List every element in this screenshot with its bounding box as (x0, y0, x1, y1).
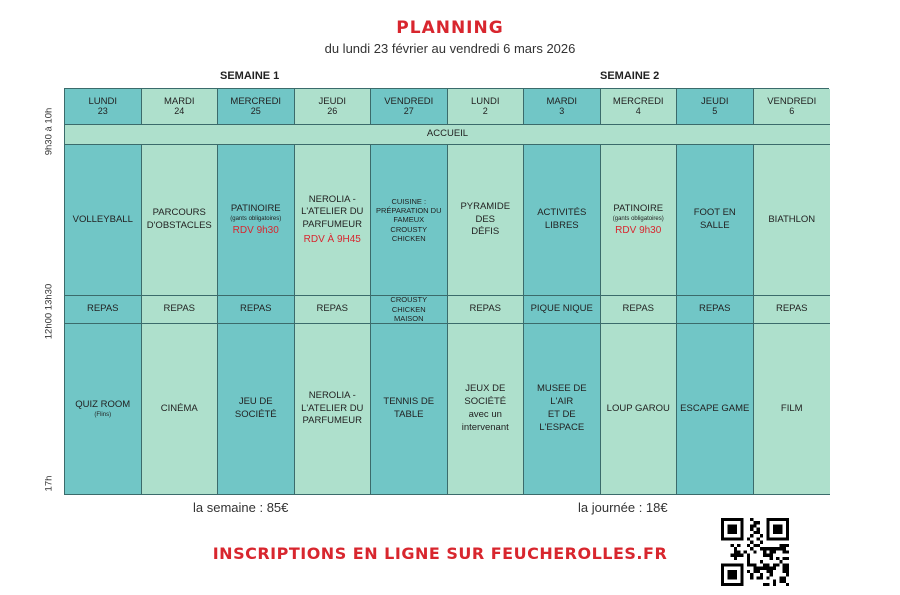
activity-text: CINÉMA (160, 402, 198, 414)
day-header (677, 89, 754, 125)
lunch-activity-cell (371, 296, 448, 324)
afternoon-activity-cell (371, 324, 448, 495)
activity-text: MUSEE DE L'AIR (536, 383, 587, 408)
activity-text: NEROLIA - (308, 193, 356, 205)
activity-note: (gants obligatoires) (612, 215, 664, 222)
activity-note: (gants obligatoires) (230, 215, 282, 222)
morning-activity-cell (65, 145, 142, 296)
activity-text: FILM (780, 402, 803, 414)
activity-text: TABLE (394, 409, 424, 420)
day-header (371, 89, 448, 125)
lunch-activity-cell (448, 296, 525, 324)
day-header (65, 89, 142, 125)
day-name: LUNDI (88, 95, 117, 107)
lunch-activity-cell (524, 296, 601, 324)
activity-text: PRÉPARATION DU (375, 205, 442, 215)
page-subtitle: du lundi 23 février au vendredi 6 mars 2026 (324, 41, 576, 56)
meeting-time: RDV À 9H45 (303, 233, 361, 245)
activity-text: PATINOIRE (613, 202, 664, 214)
accueil-row: ACCUEIL (65, 125, 830, 145)
day-name: JEUDI (318, 95, 346, 107)
activity-text: REPAS (163, 303, 195, 315)
activity-text: REPAS (239, 303, 272, 315)
day-header (601, 89, 678, 125)
afternoon-activity-cell (142, 324, 219, 495)
price-week: la semaine : 85€ (193, 500, 289, 515)
meeting-time: RDV 9h30 (232, 224, 279, 236)
activity-text: REPAS (622, 303, 654, 315)
time-label-lunch: 12h00 13h30 (43, 283, 55, 340)
afternoon-activity-cell (754, 324, 831, 495)
activity-text: L'ATELIER DU (301, 402, 364, 414)
price-day: la journée : 18€ (578, 500, 668, 515)
activity-text: PIQUE NIQUE (530, 303, 593, 315)
activity-text: LIBRES (544, 220, 579, 231)
day-header (524, 89, 601, 125)
qr-code-icon[interactable] (721, 518, 789, 586)
activity-text: QUIZ ROOM (75, 399, 131, 410)
day-number: 25 (250, 105, 261, 116)
morning-activity-cell (142, 145, 219, 296)
activity-text: CUISINE : (391, 196, 427, 206)
day-header (142, 89, 219, 125)
schedule-grid (64, 88, 829, 495)
lunch-activity-cell (677, 296, 754, 324)
morning-activity-cell (448, 145, 525, 296)
activity-text: JEU DE SOCIÉTÉ (234, 396, 277, 420)
day-number: 2 (482, 105, 488, 116)
lunch-activity-cell (601, 296, 678, 324)
activity-text: LOUP GAROU (606, 402, 670, 414)
afternoon-activity-cell (65, 324, 142, 495)
day-number: 27 (403, 105, 414, 116)
afternoon-activity-cell (295, 324, 372, 495)
activity-text: BIATHLON (768, 213, 816, 225)
activity-text: REPAS (316, 303, 348, 315)
lunch-activity-cell (295, 296, 372, 324)
afternoon-activity-cell (524, 324, 601, 495)
activity-text: DÉFIS (471, 226, 500, 238)
morning-activity-cell (677, 145, 754, 296)
activity-text: PARFUMEUR (302, 219, 362, 231)
activity-text: CHICKEN (391, 234, 426, 244)
activity-text: L'ATELIER DU (301, 206, 364, 218)
activity-text: MAISON (393, 314, 424, 324)
morning-activity-cell (295, 145, 372, 296)
activity-text: REPAS (469, 303, 501, 315)
afternoon-activity-cell (448, 324, 525, 495)
lunch-activity-cell (142, 296, 219, 324)
afternoon-activity-cell (218, 324, 295, 495)
day-header (754, 89, 831, 125)
day-name: MERCREDI (230, 95, 282, 107)
lunch-activity-cell (218, 296, 295, 324)
morning-activity-cell (524, 145, 601, 296)
activity-text: ESCAPE GAME (680, 402, 750, 414)
activity-text: VOLLEYBALL (72, 213, 133, 225)
morning-activity-cell (601, 145, 678, 296)
registration-banner: INSCRIPTIONS EN LIGNE SUR FEUCHEROLLES.FR (212, 544, 668, 563)
activity-text: REPAS (698, 303, 731, 315)
day-number: 23 (97, 105, 108, 116)
activity-text: REPAS (775, 303, 808, 315)
week-1-label: SEMAINE 1 (220, 70, 280, 82)
afternoon-activity-cell (601, 324, 678, 495)
activity-text: TENNIS DE (383, 396, 435, 408)
day-name: MARDI (546, 95, 578, 107)
activity-text: REPAS (86, 303, 119, 315)
activity-text: PATINOIRE (230, 202, 281, 214)
day-number: 24 (174, 105, 185, 116)
activity-text: D'OBSTACLES (146, 220, 212, 231)
activity-text: PARFUMEUR (302, 415, 362, 427)
morning-activity-cell (218, 145, 295, 296)
day-header (295, 89, 372, 125)
day-name: MARDI (163, 95, 195, 107)
morning-activity-cell (371, 145, 448, 296)
activity-text: PYRAMIDE DES (460, 200, 511, 225)
activity-text: ET DE L'ESPACE (539, 409, 585, 433)
afternoon-activity-cell (677, 324, 754, 495)
week-2-label: SEMAINE 2 (600, 70, 660, 82)
activity-text: NEROLIA - (308, 389, 356, 401)
day-header (218, 89, 295, 125)
lunch-activity-cell (754, 296, 831, 324)
morning-activity-cell (754, 145, 831, 296)
activity-text: avec un (468, 409, 502, 420)
day-header (448, 89, 525, 125)
day-name: VENDREDI (384, 95, 434, 107)
activity-text: ACTIVITÉS (537, 207, 587, 219)
meeting-time: RDV 9h30 (615, 224, 662, 236)
day-number: 4 (635, 105, 641, 116)
page-title: PLANNING (396, 18, 504, 38)
day-name: JEUDI (701, 95, 729, 107)
day-number: 26 (327, 105, 338, 116)
day-number: 6 (789, 105, 795, 116)
activity-text: FOOT EN SALLE (693, 207, 736, 231)
activity-note: (Flins) (94, 411, 112, 418)
day-name: VENDREDI (767, 95, 817, 107)
activity-text: CROUSTY CHICKEN (390, 295, 428, 314)
activity-text: FAMEUX CROUSTY (390, 215, 428, 234)
activity-text: JEUX DE SOCIÉTÉ (464, 383, 507, 408)
day-number: 3 (559, 105, 565, 116)
activity-text: intervenant (461, 421, 509, 433)
day-name: LUNDI (470, 95, 500, 107)
time-label-end: 17h (43, 475, 55, 492)
day-name: MERCREDI (612, 95, 664, 107)
activity-text: PARCOURS (152, 207, 206, 219)
time-label-start: 9h30 à 10h (43, 107, 55, 156)
day-number: 5 (712, 105, 718, 116)
lunch-activity-cell (65, 296, 142, 324)
